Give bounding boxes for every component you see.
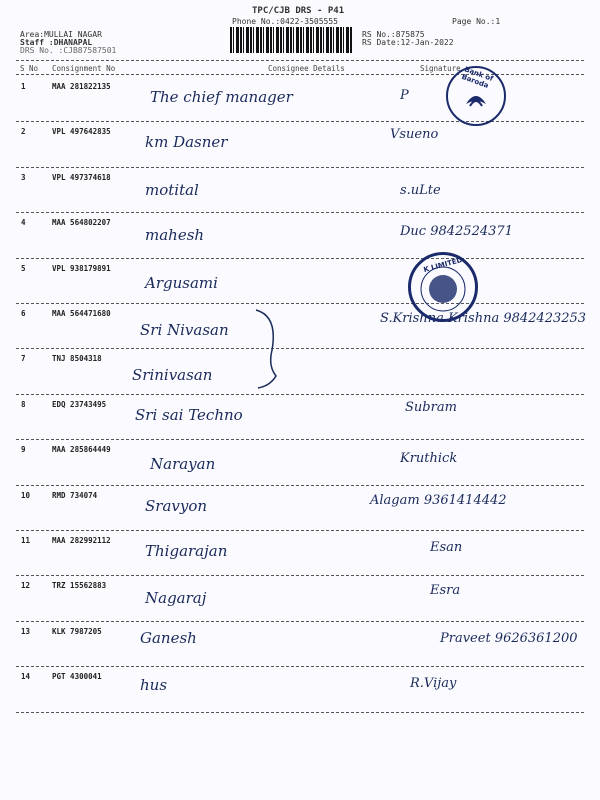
row-consignee-handwritten: motital [145,180,199,199]
row-consignment-no: MAA 281822135 [52,82,111,91]
row-consignee-handwritten: Nagaraj [145,589,207,608]
row-divider [16,575,584,576]
row-sno: 13 [21,626,31,636]
row-sno: 7 [21,354,26,364]
row-signature: Kruthick [400,451,458,467]
row-sno: 11 [21,536,31,545]
row-consignment-no: VPL 938179891 [52,263,111,273]
row-sno: 10 [21,490,31,500]
table-row [0,668,600,710]
row-consignment-no: VPL 497642835 [52,127,111,137]
row-sno: 4 [21,218,26,228]
row-divider [16,212,584,213]
table-row [0,169,600,211]
row-consignee-handwritten: The chief manager [150,88,293,106]
row-consignment-no: MAA 282992112 [52,536,111,545]
staff-label: Staff :DHANAPAL [20,38,93,47]
row-signature: P [400,88,409,103]
row-signature: Praveet 9626361200 [440,630,578,646]
table-row [0,487,600,529]
row-consignee-handwritten: mahesh [145,226,205,245]
row-divider [16,621,584,622]
row-consignee-handwritten: Sri Nivasan [140,321,229,339]
row-sno: 2 [21,127,26,137]
row-divider [16,530,584,531]
row-signature: Subram [405,399,457,415]
row-divider [16,348,584,349]
row-consignment-no: PGT 4300041 [52,672,102,682]
row-sno: 12 [21,581,31,591]
table-row [0,305,600,347]
page-number: Page No.:1 [452,17,501,26]
company-stamp [408,252,478,322]
row-sno: 8 [21,399,26,409]
rs-number: RS No.:875875 [362,30,425,39]
bank-logo-icon [448,68,504,124]
row-signature: Vsueno [390,127,439,143]
row-consignee-handwritten: Sri sai Techno [135,405,243,424]
row-consignment-no: RMD 734074 [52,490,98,500]
area-label: Area:MULLAI NAGAR [20,30,102,39]
table-row [0,441,600,483]
row-signature: S.Krishna Krishna 9842423253 [380,311,587,326]
rs-date: RS Date:12-Jan-2022 [362,38,454,47]
row-consignment-no: MAA 564471680 [52,309,111,318]
phone-number: Phone No.:0422-3505555 [232,17,338,26]
row-signature: Duc 9842524371 [400,224,513,240]
row-consignment-no: KLK 7987205 [52,626,102,636]
table-row [0,532,600,574]
row-sno: 9 [21,445,26,455]
row-signature: Alagam 9361414442 [370,492,507,508]
row-consignee-handwritten: Srinivasan [132,366,213,385]
row-sno: 14 [21,672,31,682]
header-divider-top [16,60,584,61]
row-sno: 3 [21,172,26,182]
row-consignee-handwritten: Ganesh [140,628,197,647]
row-divider [16,167,584,168]
col-header-sno: S No [20,64,39,73]
table-row [0,260,600,302]
row-divider [16,394,584,395]
row-consignee-handwritten: Sravyon [145,496,208,515]
row-signature: Esan [430,540,463,555]
row-consignment-no: EDQ 23743495 [52,399,107,409]
col-header-consignee: Consignee Details [268,64,345,73]
col-header-signature: Signature [420,64,461,73]
row-signature: s.uLte [400,182,441,198]
row-divider [16,303,584,304]
row-consignee-handwritten: hus [140,676,168,695]
col-header-consignment: Consignment No [52,64,116,73]
row-divider [16,439,584,440]
bank-stamp-text: Bank of Baroda [460,65,495,90]
table-row [0,214,600,256]
row-consignee-handwritten: km Dasner [145,133,228,152]
company-stamp-text: K LIMITED [422,255,464,275]
row-divider [16,666,584,667]
row-consignment-no: MAA 564802207 [52,218,111,228]
table-row [0,623,600,665]
table-row [0,396,600,438]
row-sno: 1 [21,82,26,91]
row-signature: Esra [430,583,461,599]
row-consignment-no: MAA 285864449 [52,445,111,455]
row-consignee-handwritten: Narayan [150,455,216,474]
sheet-title: TPC/CJB DRS - P41 [252,6,345,16]
row-sno: 5 [21,263,26,273]
bracket-mark [250,306,290,392]
row-divider [16,258,584,259]
table-row [0,123,600,165]
row-consignment-no: VPL 497374618 [52,172,111,182]
row-sno: 6 [21,309,26,318]
row-consignment-no: TNJ 8504318 [52,354,102,364]
table-row [0,350,600,392]
drs-number: DRS No. :CJB87587501 [20,46,117,55]
table-row [0,78,600,120]
bank-stamp [446,66,506,126]
row-divider [16,485,584,486]
stamp-center-icon [411,255,475,319]
row-consignee-handwritten: Argusami [145,273,218,292]
table-row [0,577,600,619]
row-consignee-handwritten: Thigarajan [145,542,228,560]
row-signature: R.Vijay [410,676,457,692]
row-divider [16,712,584,713]
barcode [230,27,352,53]
row-consignment-no: TRZ 15562883 [52,581,107,591]
